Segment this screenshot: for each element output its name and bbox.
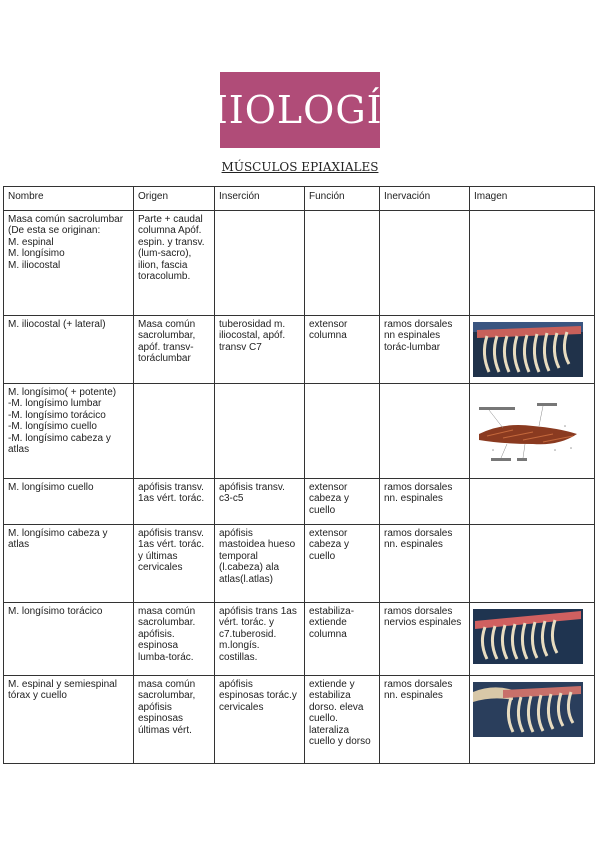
cell-insercion: apófisis espinosas torác.y cervicales — [215, 676, 305, 764]
cell-nombre: M. longísimo( + potente) -M. longísimo lumbar -M. longísimo torácico -M. longísimo cuello -M. longísimo cabeza y atlas — [4, 384, 134, 479]
cell-funcion — [305, 211, 380, 316]
cell-origen: apófisis transv. 1as vért. torác. — [134, 479, 215, 525]
header-inervacion: Inervación — [380, 187, 470, 211]
cell-funcion: extensor cabeza y cuello — [305, 525, 380, 603]
cell-funcion: extiende y estabiliza dorso. eleva cuello. lateraliza cuello y dorso — [305, 676, 380, 764]
cell-nombre: M. longísimo cuello — [4, 479, 134, 525]
cell-imagen — [470, 676, 595, 764]
cell-nombre: M. iliocostal (+ lateral) — [4, 316, 134, 384]
cell-insercion — [215, 211, 305, 316]
cell-imagen — [470, 603, 595, 676]
rib-skeleton-image — [473, 682, 583, 737]
cell-origen — [134, 384, 215, 479]
table-row — [4, 479, 595, 525]
cell-funcion — [305, 384, 380, 479]
cell-funcion: estabiliza-extiende columna — [305, 603, 380, 676]
muscle-table — [3, 186, 595, 764]
table-row — [4, 211, 595, 316]
cell-imagen — [470, 211, 595, 316]
header-origen: Origen — [134, 187, 215, 211]
cell-origen: apófisis transv. 1as vért. torác. y últimas cervicales — [134, 525, 215, 603]
cell-nombre: M. longísimo cabeza y atlas — [4, 525, 134, 603]
cell-imagen — [470, 525, 595, 603]
cell-inervacion — [380, 384, 470, 479]
title-banner — [188, 72, 412, 148]
cell-funcion: extensor cabeza y cuello — [305, 479, 380, 525]
muscle-diagram-image — [473, 390, 583, 470]
cell-origen: masa común sacrolumbar. apófisis. espinosa lumba-torác. — [134, 603, 215, 676]
cell-inervacion: ramos dorsales nn. espinales — [380, 479, 470, 525]
page-subtitle: MÚSCULOS EPIAXIALES — [221, 160, 379, 174]
table-row — [4, 316, 595, 384]
cell-inervacion: ramos dorsales nn espinales torác-lumbar — [380, 316, 470, 384]
cell-insercion: apófisis mastoidea hueso temporal (l.cabeza) ala atlas(l.atlas) — [215, 525, 305, 603]
rib-skeleton-image — [473, 609, 583, 664]
header-funcion: Función — [305, 187, 380, 211]
cell-imagen — [470, 479, 595, 525]
page-title: MIOLOGÍA — [188, 88, 412, 132]
table-header-row — [4, 187, 595, 211]
header-imagen: Imagen — [470, 187, 595, 211]
header-nombre: Nombre — [4, 187, 134, 211]
table-row — [4, 384, 595, 479]
cell-insercion: apófisis trans 1as vért. torác. y c7.tuberosid. m.longís. costillas. — [215, 603, 305, 676]
table-row — [4, 603, 595, 676]
cell-funcion: extensor columna — [305, 316, 380, 384]
header-insercion: Inserción — [215, 187, 305, 211]
cell-origen: Parte + caudal columna Apóf. espin. y transv.(lum-sacro), ilion, fascia toracolumb. — [134, 211, 215, 316]
cell-inervacion: ramos dorsales nn. espinales — [380, 525, 470, 603]
table-row — [4, 525, 595, 603]
cell-inervacion: ramos dorsales nervios espinales — [380, 603, 470, 676]
cell-insercion — [215, 384, 305, 479]
cell-nombre: M. longísimo torácico — [4, 603, 134, 676]
cell-inervacion — [380, 211, 470, 316]
cell-insercion: tuberosidad m. iliocostal, apóf. transv C7 — [215, 316, 305, 384]
cell-insercion: apófisis transv. c3-c5 — [215, 479, 305, 525]
rib-skeleton-image — [473, 322, 583, 377]
cell-nombre: M. espinal y semiespinal tórax y cuello — [4, 676, 134, 764]
table-row — [4, 676, 595, 764]
cell-origen: masa común sacrolumbar, apófisis espinosas últimas vért. — [134, 676, 215, 764]
cell-imagen — [470, 384, 595, 479]
cell-imagen — [470, 316, 595, 384]
cell-inervacion: ramos dorsales nn. espinales — [380, 676, 470, 764]
cell-nombre: Masa común sacrolumbar (De esta se originan: M. espinal M. longísimo M. iliocostal — [4, 211, 134, 316]
cell-origen: Masa común sacrolumbar, apóf. transv-toráclumbar — [134, 316, 215, 384]
